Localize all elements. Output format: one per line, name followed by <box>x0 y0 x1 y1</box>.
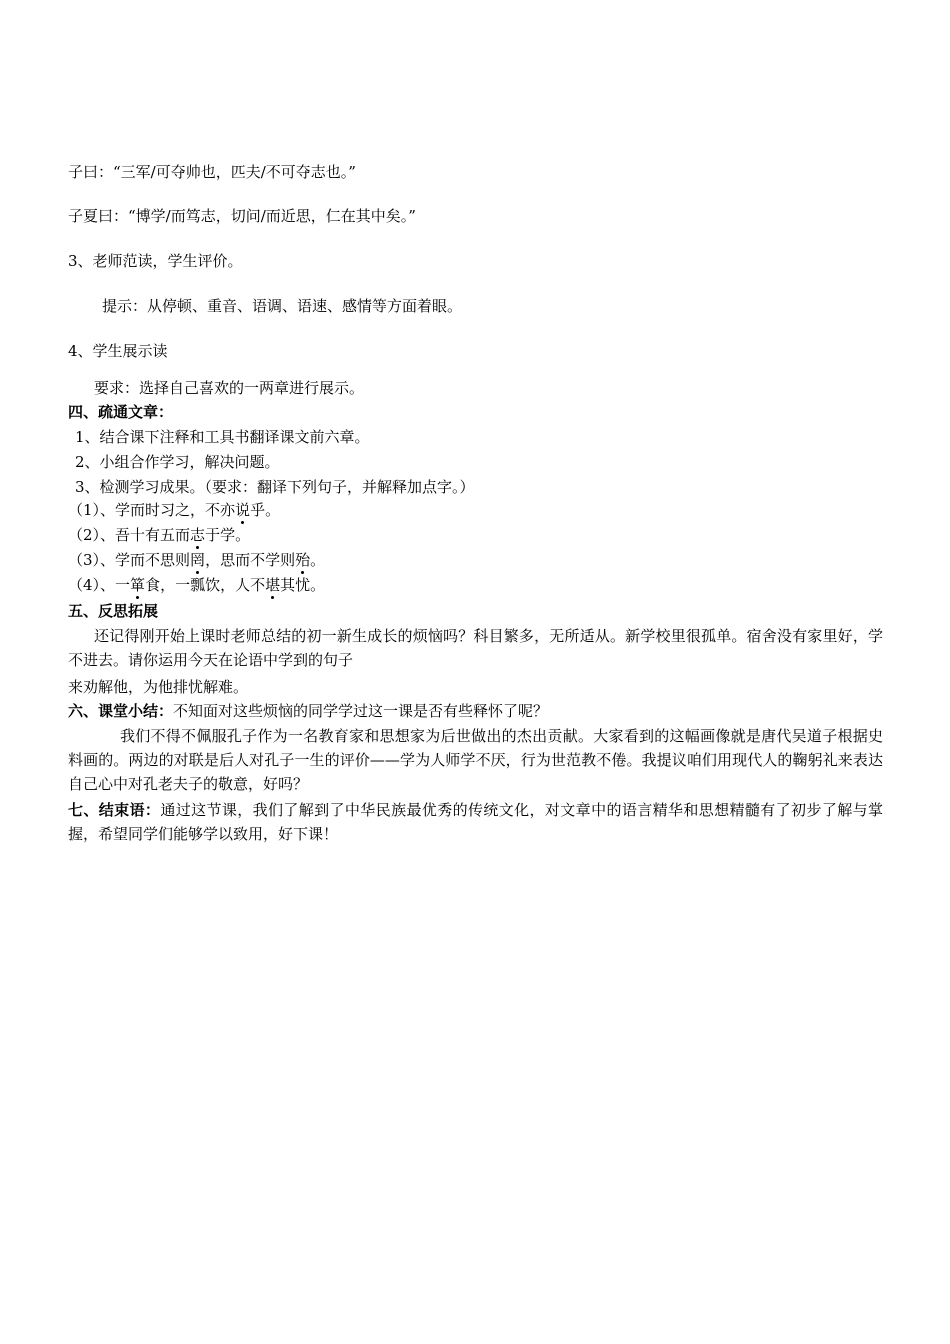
quote-2: 子夏曰：“博学/而笃志，切问/而近思，仁在其中矣。” <box>68 207 416 225</box>
sentence-2 <box>68 525 250 545</box>
section-4-heading: 四、疏通文章： <box>68 403 174 421</box>
step-3-tip: 提示：从停顿、重音、语调、语速、感情等方面着眼。 <box>102 297 463 315</box>
sentence-2-end: 于学。 <box>205 526 251 544</box>
section-4-item-3: 3、检测学习成果。（要求：翻译下列句子，并解释加点字。） <box>75 478 475 496</box>
section-4-item-1: 1、结合课下注释和工具书翻译课文前六章。 <box>75 428 370 446</box>
dotted-char: 堪 <box>265 576 281 594</box>
section-6 <box>68 701 548 721</box>
sentence-3-mid: ，思而不学则 <box>205 551 296 569</box>
sentence-4 <box>68 575 325 595</box>
sentence-2-text: （2）、吾十有五而 <box>68 526 191 544</box>
sentence-3-text: （3）、学而不思则 <box>68 551 191 569</box>
sentence-3 <box>68 550 325 570</box>
dotted-char: 说 <box>235 501 251 519</box>
section-5-paragraph: 还记得刚开始上课时老师总结的初一新生成长的烦恼吗？科目繁多，无所适从。新学校里很孤单。宿舍没有家里好，学不进去。请你运用今天在论语中学到的句子 <box>68 627 883 669</box>
section-4-item-2: 2、小组合作学习，解决问题。 <box>75 453 280 471</box>
sentence-4-text: （4）、一 <box>68 576 131 594</box>
dotted-char: 箪 <box>130 576 146 594</box>
dotted-char: 志 <box>190 526 206 544</box>
step-3: 3、老师范读，学生评价。 <box>68 252 243 270</box>
step-4-requirement: 要求：选择自己喜欢的一两章进行展示。 <box>94 379 365 397</box>
sentence-1-text: （1）、学而时习之，不亦 <box>68 501 236 519</box>
sentence-1-end: 乎。 <box>250 501 281 519</box>
step-4: 4、学生展示读 <box>68 342 168 360</box>
section-7-heading: 七、结束语： <box>68 801 161 819</box>
sentence-3-end: 。 <box>310 551 326 569</box>
sentence-4-end: 其忧。 <box>280 576 326 594</box>
section-6-paragraph: 我们不得不佩服孔子作为一名教育家和思想家为后世做出的杰出贡献。大家看到的这幅画像就是唐代吴道子根据史料画的。两边的对联是后人对孔子一生的评价——学为人师学不厌，行为世范教不倦。我提议咱们用现代人的鞠躬礼来表达自己心中对孔老夫子的敬意，好吗？ <box>68 727 883 793</box>
sentence-1 <box>68 500 280 520</box>
section-6-heading: 六、课堂小结： <box>68 702 174 720</box>
section-5-paragraph-end: 来劝解他，为他排忧解难。 <box>68 678 249 696</box>
quote-1: 子曰：“三军/可夺帅也，匹夫/不可夺志也。” <box>68 163 356 181</box>
section-7-paragraph: 通过这节课，我们了解到了中华民族最优秀的传统文化，对文章中的语言精华和思想精髓有了初步了解与掌握，希望同学们能够学以致用，好下课！ <box>68 801 883 843</box>
dotted-char: 罔 <box>190 551 206 569</box>
section-6-lead: 不知面对这些烦恼的同学学过这一课是否有些释怀了呢？ <box>173 702 549 720</box>
section-5-heading: 五、反思拓展 <box>68 602 159 620</box>
sentence-4-mid: 食，一瓢饮，人不 <box>145 576 266 594</box>
dotted-char: 殆 <box>295 551 311 569</box>
section-7 <box>68 798 883 846</box>
